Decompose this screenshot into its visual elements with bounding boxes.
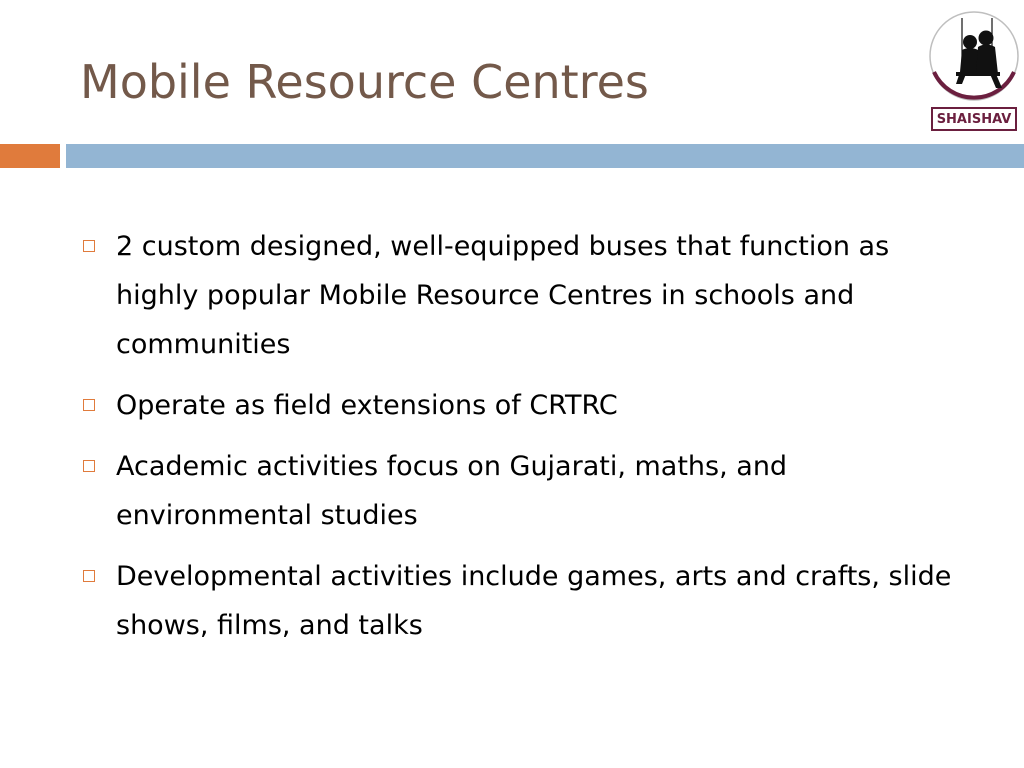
bullet-text: 2 custom designed, well-equipped buses that function as highly popular Mobile Resource Centres in schools and communities	[116, 231, 890, 360]
bullet-item	[80, 222, 980, 369]
bullet-text: Developmental activities include games, arts and crafts, slide shows, films, and talks	[116, 561, 952, 641]
square-bullet-icon	[83, 460, 95, 472]
bullet-item	[80, 552, 980, 650]
slide-title: Mobile Resource Centres	[80, 55, 649, 109]
accent-bar-orange	[0, 144, 60, 168]
square-bullet-icon	[83, 570, 95, 582]
accent-bar-blue	[66, 144, 1024, 168]
bullet-item	[80, 381, 980, 430]
square-bullet-icon	[83, 399, 95, 411]
logo-text: SHAISHAV	[936, 112, 1012, 127]
bullet-item	[80, 442, 980, 540]
square-bullet-icon	[83, 240, 95, 252]
bullet-text: Academic activities focus on Gujarati, maths, and environmental studies	[116, 451, 788, 531]
bullet-text: Operate as field extensions of CRTRC	[116, 390, 618, 421]
bullet-list	[80, 222, 980, 662]
shaishav-logo-icon	[926, 2, 1022, 134]
